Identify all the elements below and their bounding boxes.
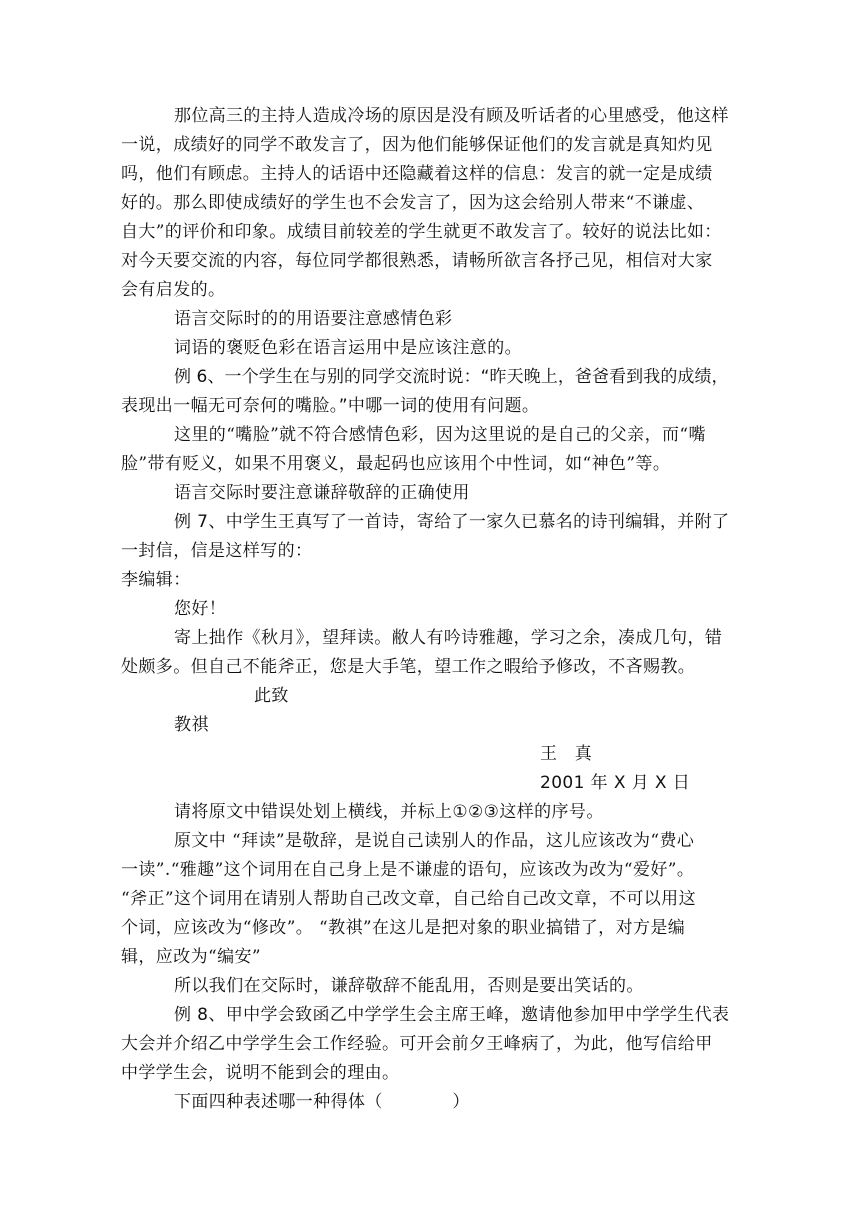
answer-line: 辑，应改为“编安”	[121, 947, 261, 967]
question-line: 请将原文中错误处划上横线，并标上①②③这样的序号。	[174, 802, 604, 822]
letter-greeting: 您好！	[174, 599, 227, 619]
paragraph-line: 吗，他们有顾虑。主持人的话语中还隐藏着这样的信息：发言的就一定是成绩	[121, 164, 713, 184]
answer-line: 个词，应该改为“修改”。 “教祺”在这儿是把对象的职业搞错了，对方是编	[121, 918, 686, 938]
paragraph-line: 好的。那么即使成绩好的学生也不会发言了，因为这会给别人带来“不谦虚、	[121, 193, 705, 213]
example-line: 例 6、一个学生在与别的同学交流时说：“昨天晚上，爸爸看到我的成绩，	[174, 367, 729, 387]
letter-closing: 此致	[254, 686, 289, 706]
letter-signature: 王 真	[540, 744, 593, 764]
paragraph-line: 那位高三的主持人造成冷场的原因是没有顾及听话者的心里感受，他这样	[174, 106, 729, 126]
paragraph-line: 会有启发的。	[121, 280, 226, 300]
letter-date: 2001 年 X 月 X 日	[540, 773, 691, 793]
example-line: 大会并介绍乙中学学生会工作经验。可开会前夕王峰病了，为此，他写信给甲	[121, 1034, 713, 1054]
letter-body-line: 处颇多。但自己不能斧正，您是大手笔，望工作之暇给予修改，不吝赐教。	[121, 657, 696, 677]
answer-line: 原文中 “拜读”是敬辞，是说自己读别人的作品，这儿应该改为“费心	[174, 831, 695, 851]
letter-salutation: 李编辑：	[121, 570, 191, 590]
paragraph-line: 这里的“嘴脸”就不符合感情色彩，因为这里说的是自己的父亲，而“嘴	[174, 425, 706, 445]
example-line: 例 8、甲中学会致函乙中学学生会主席王峰，邀请他参加甲中学学生代表	[174, 1005, 730, 1025]
example-line: 一封信，信是这样写的：	[121, 541, 313, 561]
question-line: 下面四种表述哪一种得体（ ）	[174, 1092, 470, 1112]
paragraph-line: 脸”带有贬义，如果不用褒义，最起码也应该用个中性词，如“神色”等。	[121, 454, 671, 474]
paragraph-line: 一说，成绩好的同学不敢发言了，因为他们能够保证他们的发言就是真知灼见	[121, 135, 713, 155]
example-line: 表现出一幅无可奈何的嘴脸。”中哪一词的使用有问题。	[121, 396, 540, 416]
letter-closing: 教祺	[174, 715, 209, 735]
example-line: 中学学生会，说明不能到会的理由。	[121, 1063, 400, 1083]
paragraph-line: 所以我们在交际时，谦辞敬辞不能乱用，否则是要出笑话的。	[174, 976, 644, 996]
letter-body-line: 寄上拙作《秋月》，望拜读。敝人有吟诗雅趣，学习之余，凑成几句，错	[174, 628, 723, 648]
paragraph-line: 词语的褒贬色彩在语言运用中是应该注意的。	[174, 338, 522, 358]
section-heading: 语言交际时的的用语要注意感情色彩	[174, 309, 453, 329]
example-line: 例 7、中学生王真写了一首诗，寄给了一家久已慕名的诗刊编辑，并附了	[174, 512, 730, 532]
answer-line: “斧正”这个词用在请别人帮助自己改文章，自己给自己改文章，不可以用这	[121, 889, 696, 909]
answer-line: 一读”.“雅趣”这个词用在自己身上是不谦虚的语句，应该改为改为“爱好”。	[121, 860, 695, 880]
paragraph-line: 自大”的评价和印象。成绩目前较差的学生就更不敢发言了。较好的说法比如：	[121, 222, 722, 242]
paragraph-line: 对今天要交流的内容，每位同学都很熟悉，请畅所欲言各抒己见，相信对大家	[121, 251, 713, 271]
section-heading: 语言交际时要注意谦辞敬辞的正确使用	[174, 483, 470, 503]
